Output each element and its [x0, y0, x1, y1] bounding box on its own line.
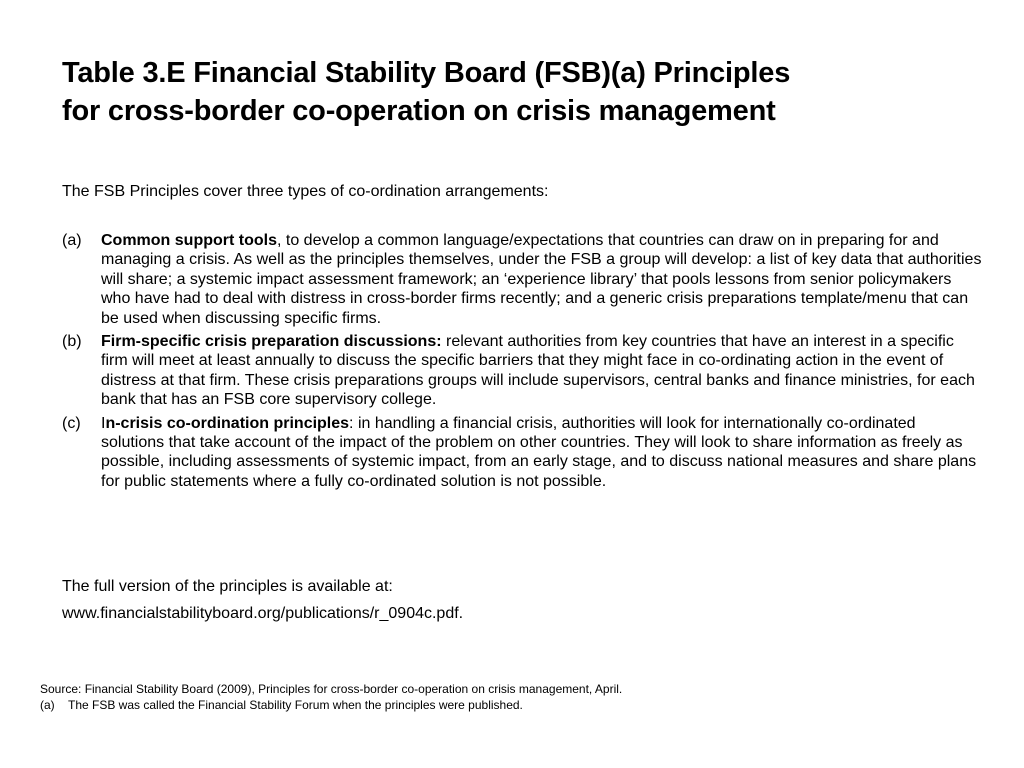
item-heading: n-crisis co-ordination principles — [105, 414, 350, 432]
title-line-1: Table 3.E Financial Stability Board (FSB)(a) Principles — [62, 57, 791, 89]
item-description: , to develop a common language/expectations that countries can draw on in preparing for and managing a crisis. As well as the principles themselves, under the FSB a group will develop: a list of key data that authorities will share; a systemic impact assessment framework; an ‘experience library’ that pools lessons from senior policymakers who have had to deal with distress in cross-border firms recently; and a generic crisis preparations template/menu that can be used when discussing specific firms. — [101, 232, 982, 327]
item-body — [101, 231, 982, 328]
full-version-note — [62, 573, 982, 627]
arrangement-item-c — [62, 414, 982, 492]
item-body — [101, 414, 982, 492]
arrangement-item-b — [62, 332, 982, 410]
title-line-2: for cross-border co-operation on crisis management — [62, 95, 776, 127]
footnote-a — [40, 697, 980, 713]
footnote-text: The FSB was called the Financial Stability Forum when the principles were published. — [68, 698, 523, 712]
item-heading: Common support tools — [101, 232, 277, 249]
item-label: (a) — [62, 232, 82, 249]
footnotes — [40, 681, 980, 713]
source-note: Source: Financial Stability Board (2009), Principles for cross-border co-operation on crisis management, April. — [40, 682, 623, 696]
full-version-url: www.financialstabilityboard.org/publications/r_0904c.pdf. — [62, 605, 464, 622]
item-heading-prefix: I — [101, 414, 106, 432]
footnote-label: (a) — [40, 698, 55, 712]
item-label: (b) — [62, 333, 82, 351]
page-title — [62, 54, 982, 130]
item-label: (c) — [62, 414, 81, 432]
item-body — [101, 332, 982, 410]
item-heading: Firm-specific crisis preparation discussions: — [101, 333, 442, 351]
item-description: : in handling a financial crisis, authorities will look for internationally co-ordinated solutions that take account of the impact of the problem on other countries. They will look to share information as freely as possible, including assessments of systemic impact, from an early stage, and to discuss national measures and share plans for public statements where a fully co-ordinated solution is not possible. — [101, 414, 977, 490]
arrangement-list — [62, 231, 982, 495]
arrangement-item-a — [62, 231, 982, 328]
item-description: relevant authorities from key countries that have an interest in a specific firm will meet at least annually to discuss the specific barriers that they might face in co-ordinating action in the event of distress at that firm. These crisis preparations groups will include supervisors, central banks and finance ministries, for each bank that has an FSB core supervisory college. — [101, 333, 975, 409]
intro-text: The FSB Principles cover three types of co-ordination arrangements: — [62, 183, 549, 200]
full-version-text: The full version of the principles is available at: — [62, 578, 393, 595]
